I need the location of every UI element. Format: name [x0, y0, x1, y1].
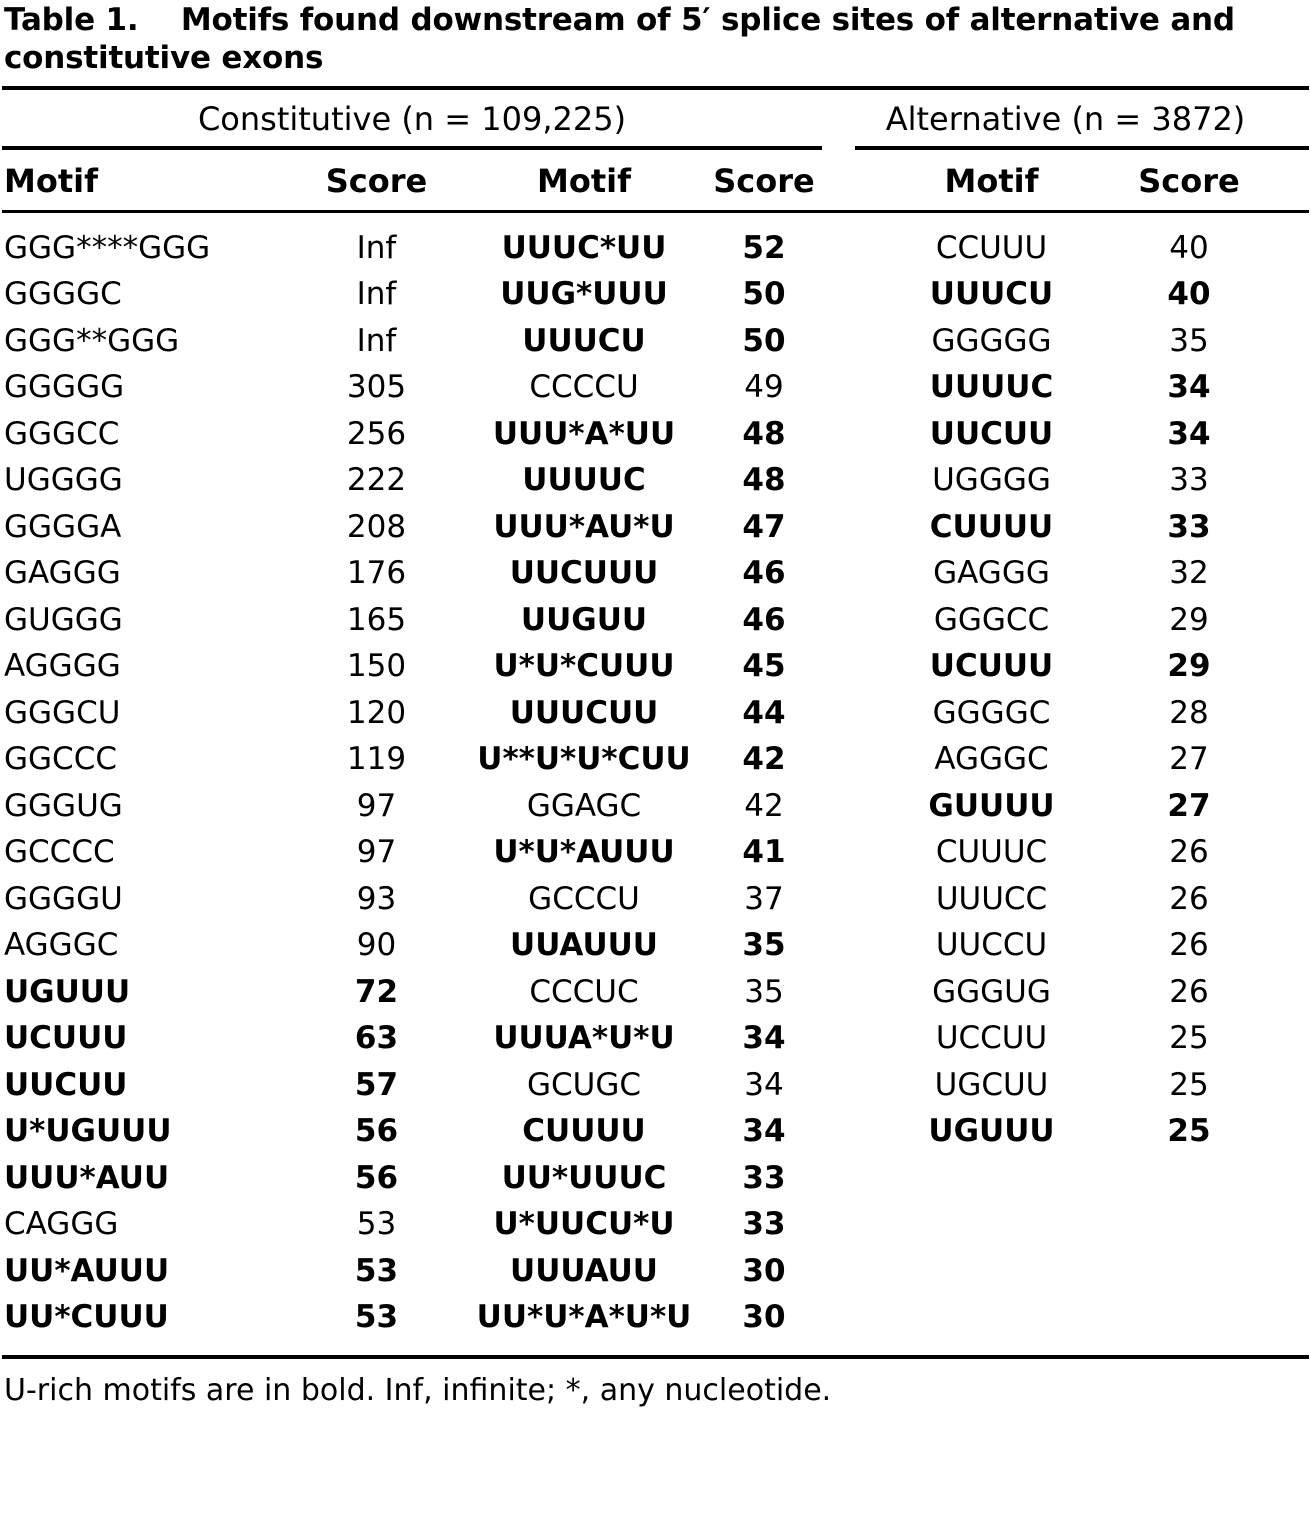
score-constitutive-1: 63: [354, 1020, 399, 1057]
motif-alternative: UGUUU: [928, 1113, 1055, 1150]
column-spacer: [824, 457, 884, 504]
score-constitutive-2: 46: [742, 555, 786, 592]
score-alternative: 26: [1169, 880, 1209, 917]
motif-constitutive-2: UUUAUU: [510, 1252, 658, 1289]
column-spacer: [824, 1201, 884, 1248]
motif-constitutive-2: UUU*A*UU: [492, 415, 676, 452]
score-constitutive-2: 47: [742, 508, 786, 545]
rule-constitutive: [2, 146, 822, 150]
score-constitutive-2: 49: [744, 369, 784, 406]
motif-alternative: CUUUU: [929, 508, 1054, 545]
score-constitutive-1: 53: [354, 1299, 399, 1336]
score-alternative: 28: [1169, 694, 1209, 731]
score-alternative: 26: [1169, 834, 1209, 871]
table-row: [2, 1108, 1309, 1155]
column-spacer: [824, 597, 884, 644]
table-row: [2, 411, 1309, 458]
column-spacer: [824, 550, 884, 597]
score-constitutive-2: 34: [742, 1020, 786, 1057]
motif-alternative: GGGCC: [933, 601, 1050, 638]
table-row: [2, 1294, 1309, 1341]
table-title: Motifs found downstream of 5′ splice sites of alternative and constitutive exons: [4, 2, 1235, 76]
table-row: [2, 550, 1309, 597]
rule-gap: [822, 146, 855, 150]
table-row: [2, 829, 1309, 876]
column-spacer: [824, 643, 884, 690]
motif-constitutive-1: UU*CUUU: [4, 1299, 169, 1336]
motif-constitutive-2: GCUGC: [526, 1066, 642, 1103]
table-row: [2, 504, 1309, 551]
motif-alternative: UUUUC: [929, 369, 1054, 406]
motif-constitutive-1: GGCCC: [4, 741, 117, 778]
score-alternative: [1099, 1294, 1279, 1341]
motif-constitutive-2: UUUUC: [522, 462, 646, 499]
motif-constitutive-2: U*U*AUUU: [493, 834, 675, 871]
motif-alternative: UUCCU: [935, 927, 1048, 964]
score-constitutive-2: 42: [742, 741, 786, 778]
table-row: [2, 969, 1309, 1016]
column-spacer: [824, 1294, 884, 1341]
score-constitutive-2: 44: [742, 694, 786, 731]
score-constitutive-1: 72: [354, 973, 399, 1010]
score-constitutive-2: 37: [744, 880, 784, 917]
table-row: [2, 736, 1309, 783]
motif-alternative: CUUUC: [935, 834, 1048, 871]
motif-constitutive-2: GGAGC: [526, 787, 642, 824]
score-constitutive-1: 208: [346, 508, 407, 545]
motif-constitutive-1: CAGGG: [4, 1206, 119, 1243]
motif-constitutive-1: GGGUG: [4, 787, 123, 824]
score-constitutive-1: 165: [346, 601, 407, 638]
motif-constitutive-2: UUUCUU: [509, 694, 659, 731]
motif-alternative: GUUUU: [928, 787, 1055, 824]
column-spacer: [824, 364, 884, 411]
table-row: [2, 643, 1309, 690]
score-constitutive-2: 30: [742, 1299, 786, 1336]
motif-constitutive-2: UU*UUUC: [501, 1159, 667, 1196]
motif-constitutive-2: UUUCU: [522, 322, 646, 359]
score-constitutive-2: 50: [742, 322, 786, 359]
score-constitutive-2: 45: [742, 648, 786, 685]
column-spacer: [824, 1108, 884, 1155]
score-alternative: [1099, 1155, 1279, 1202]
score-alternative: 35: [1169, 322, 1209, 359]
column-spacer: [824, 225, 884, 272]
score-alternative: 27: [1167, 787, 1211, 824]
score-constitutive-2: 46: [742, 601, 786, 638]
motif-constitutive-2: UU*U*A*U*U: [476, 1299, 692, 1336]
motif-constitutive-2: GCCCU: [528, 880, 640, 917]
score-alternative: 33: [1169, 462, 1209, 499]
score-constitutive-2: 34: [744, 1066, 784, 1103]
score-constitutive-2: 48: [742, 462, 786, 499]
column-spacer: [824, 736, 884, 783]
motif-constitutive-2: U*U*CUUU: [493, 648, 675, 685]
score-alternative: 26: [1169, 927, 1209, 964]
motif-alternative: UCCUU: [935, 1020, 1048, 1057]
motif-constitutive-1: GGGGA: [4, 508, 122, 545]
column-spacer: [824, 876, 884, 923]
motif-constitutive-2: CCCCU: [529, 369, 639, 406]
column-spacer: [824, 1062, 884, 1109]
score-alternative: 29: [1169, 601, 1209, 638]
column-spacer: [824, 271, 884, 318]
motif-constitutive-1: U*UGUUU: [4, 1113, 172, 1150]
score-constitutive-2: 50: [742, 276, 786, 313]
motif-alternative: AGGGC: [934, 741, 1049, 778]
table-row: [2, 364, 1309, 411]
table-row: [2, 1201, 1309, 1248]
motif-constitutive-1: GGGCU: [4, 694, 121, 731]
score-constitutive-2: 35: [744, 973, 784, 1010]
score-constitutive-2: 34: [742, 1113, 786, 1150]
score-alternative: 26: [1169, 973, 1209, 1010]
motif-constitutive-1: GAGGG: [4, 555, 121, 592]
score-constitutive-2: 33: [742, 1159, 786, 1196]
motif-constitutive-2: UUG*UUU: [500, 276, 668, 313]
column-spacer: [824, 411, 884, 458]
score-alternative: 29: [1167, 648, 1211, 685]
motif-constitutive-1: AGGGG: [4, 648, 121, 685]
group-header-constitutive: Constitutive (n = 109,225): [197, 99, 627, 138]
column-spacer: [824, 1155, 884, 1202]
motif-alternative: [884, 1248, 1099, 1295]
motif-alternative: UUUCU: [929, 276, 1054, 313]
column-header-motif-1: Motif: [4, 161, 99, 200]
group-header-row: [2, 90, 1309, 146]
column-spacer: [824, 690, 884, 737]
column-header-score-2: Score: [713, 161, 815, 200]
motif-constitutive-1: GGGGG: [4, 369, 125, 406]
column-header-motif-2: Motif: [536, 161, 631, 200]
motif-constitutive-1: UU*AUUU: [4, 1252, 170, 1289]
table-row: [2, 1062, 1309, 1109]
column-spacer: [824, 162, 884, 200]
score-constitutive-1: 305: [346, 369, 407, 406]
score-constitutive-1: 53: [354, 1252, 399, 1289]
table-row: [2, 457, 1309, 504]
motif-alternative: [884, 1201, 1099, 1248]
score-constitutive-2: 41: [742, 834, 786, 871]
score-constitutive-1: 97: [356, 834, 397, 871]
table-row: [2, 1155, 1309, 1202]
column-header-score-3: Score: [1138, 161, 1240, 200]
table-footnote: U-rich motifs are in bold. Inf, infinite; *, any nucleotide.: [4, 1372, 832, 1408]
motif-constitutive-2: UUCUUU: [509, 555, 659, 592]
score-constitutive-1: Inf: [356, 229, 397, 266]
column-spacer: [824, 829, 884, 876]
motif-constitutive-2: U**U*U*CUU: [477, 741, 691, 778]
table-body: [2, 213, 1309, 1341]
score-alternative: 32: [1169, 555, 1209, 592]
score-alternative: 25: [1169, 1066, 1209, 1103]
motif-alternative: GGGGC: [932, 694, 1051, 731]
score-constitutive-2: 33: [742, 1206, 786, 1243]
motif-constitutive-1: GGG**GGG: [4, 322, 180, 359]
motif-alternative: UGCUU: [934, 1066, 1049, 1103]
score-constitutive-1: 222: [346, 462, 407, 499]
motif-alternative: UUUCC: [935, 880, 1048, 917]
motif-constitutive-1: GGGGC: [4, 276, 122, 313]
motif-constitutive-2: U*UUCU*U: [493, 1206, 675, 1243]
column-spacer: [824, 1015, 884, 1062]
score-alternative: [1099, 1201, 1279, 1248]
motif-constitutive-2: CUUUU: [522, 1113, 646, 1150]
table-row: [2, 876, 1309, 923]
score-alternative: 40: [1167, 276, 1211, 313]
score-constitutive-1: 53: [356, 1206, 397, 1243]
motif-constitutive-2: UUUC*UU: [501, 229, 667, 266]
score-constitutive-1: 176: [346, 555, 407, 592]
score-alternative: 25: [1167, 1113, 1211, 1150]
motif-constitutive-2: UUUA*U*U: [493, 1020, 675, 1057]
score-constitutive-1: 97: [356, 787, 397, 824]
group-rules: [2, 146, 1309, 150]
score-constitutive-2: 35: [742, 927, 786, 964]
table-row: [2, 783, 1309, 830]
motif-constitutive-1: UUCUU: [4, 1066, 128, 1103]
rule-alternative: [855, 146, 1309, 150]
table-row: [2, 1015, 1309, 1062]
column-header-motif-3: Motif: [944, 161, 1039, 200]
table-row: [2, 597, 1309, 644]
motif-alternative: UUCUU: [929, 415, 1054, 452]
score-alternative: [1099, 1248, 1279, 1295]
score-constitutive-2: 30: [742, 1252, 786, 1289]
motif-constitutive-1: GGGCC: [4, 415, 120, 452]
motif-constitutive-2: UUAUUU: [510, 927, 658, 964]
motif-constitutive-1: GUGGG: [4, 601, 123, 638]
motif-constitutive-2: UUU*AU*U: [493, 508, 675, 545]
score-alternative: 25: [1169, 1020, 1209, 1057]
column-spacer: [824, 783, 884, 830]
group-header-alternative: Alternative (n = 3872): [885, 99, 1246, 138]
score-constitutive-1: 256: [346, 415, 407, 452]
score-constitutive-1: 119: [346, 741, 407, 778]
score-constitutive-1: 150: [346, 648, 407, 685]
motif-alternative: GGGUG: [932, 973, 1051, 1010]
table-row: [2, 1248, 1309, 1295]
column-spacer: [824, 969, 884, 1016]
score-alternative: 34: [1167, 415, 1211, 452]
motif-constitutive-2: UUGUU: [520, 601, 648, 638]
motif-alternative: UCUUU: [929, 648, 1054, 685]
table-number: Table 1.: [4, 2, 139, 38]
motif-constitutive-1: AGGGC: [4, 927, 119, 964]
score-constitutive-1: 56: [354, 1159, 399, 1196]
motif-alternative: CCUUU: [935, 229, 1048, 266]
motif-constitutive-1: GGG****GGG: [4, 229, 211, 266]
motif-alternative: UGGGG: [932, 462, 1051, 499]
score-constitutive-1: 57: [354, 1066, 399, 1103]
column-header-score-1: Score: [325, 161, 428, 200]
score-constitutive-1: Inf: [356, 322, 397, 359]
motif-constitutive-1: GGGGU: [4, 880, 123, 917]
motif-alternative: [884, 1155, 1099, 1202]
motif-alternative: [884, 1294, 1099, 1341]
score-alternative: 40: [1169, 229, 1209, 266]
score-constitutive-2: 52: [742, 229, 786, 266]
score-constitutive-1: 90: [356, 927, 397, 964]
motif-constitutive-1: GCCCC: [4, 834, 115, 871]
table-row: [2, 690, 1309, 737]
motif-constitutive-2: CCCUC: [529, 973, 639, 1010]
score-constitutive-1: 93: [356, 880, 397, 917]
table-row: [2, 922, 1309, 969]
motif-constitutive-1: UCUUU: [4, 1020, 128, 1057]
score-constitutive-1: Inf: [356, 276, 397, 313]
score-constitutive-1: 120: [346, 694, 407, 731]
score-constitutive-2: 48: [742, 415, 786, 452]
column-spacer: [824, 318, 884, 365]
table-row: [2, 225, 1309, 272]
motif-constitutive-1: UUU*AUU: [4, 1159, 170, 1196]
table-caption: [2, 0, 1309, 86]
column-spacer: [824, 504, 884, 551]
score-constitutive-2: 42: [744, 787, 784, 824]
score-alternative: 34: [1167, 369, 1211, 406]
score-constitutive-1: 56: [354, 1113, 399, 1150]
column-spacer: [824, 922, 884, 969]
motif-constitutive-1: UGUUU: [4, 973, 131, 1010]
motif-constitutive-1: UGGGG: [4, 462, 123, 499]
score-alternative: 33: [1167, 508, 1211, 545]
column-header-row: [2, 150, 1309, 210]
column-spacer: [824, 1248, 884, 1295]
motif-alternative: GGGGG: [931, 322, 1052, 359]
motif-alternative: GAGGG: [933, 555, 1050, 592]
score-alternative: 27: [1169, 741, 1209, 778]
table-row: [2, 271, 1309, 318]
table-row: [2, 318, 1309, 365]
